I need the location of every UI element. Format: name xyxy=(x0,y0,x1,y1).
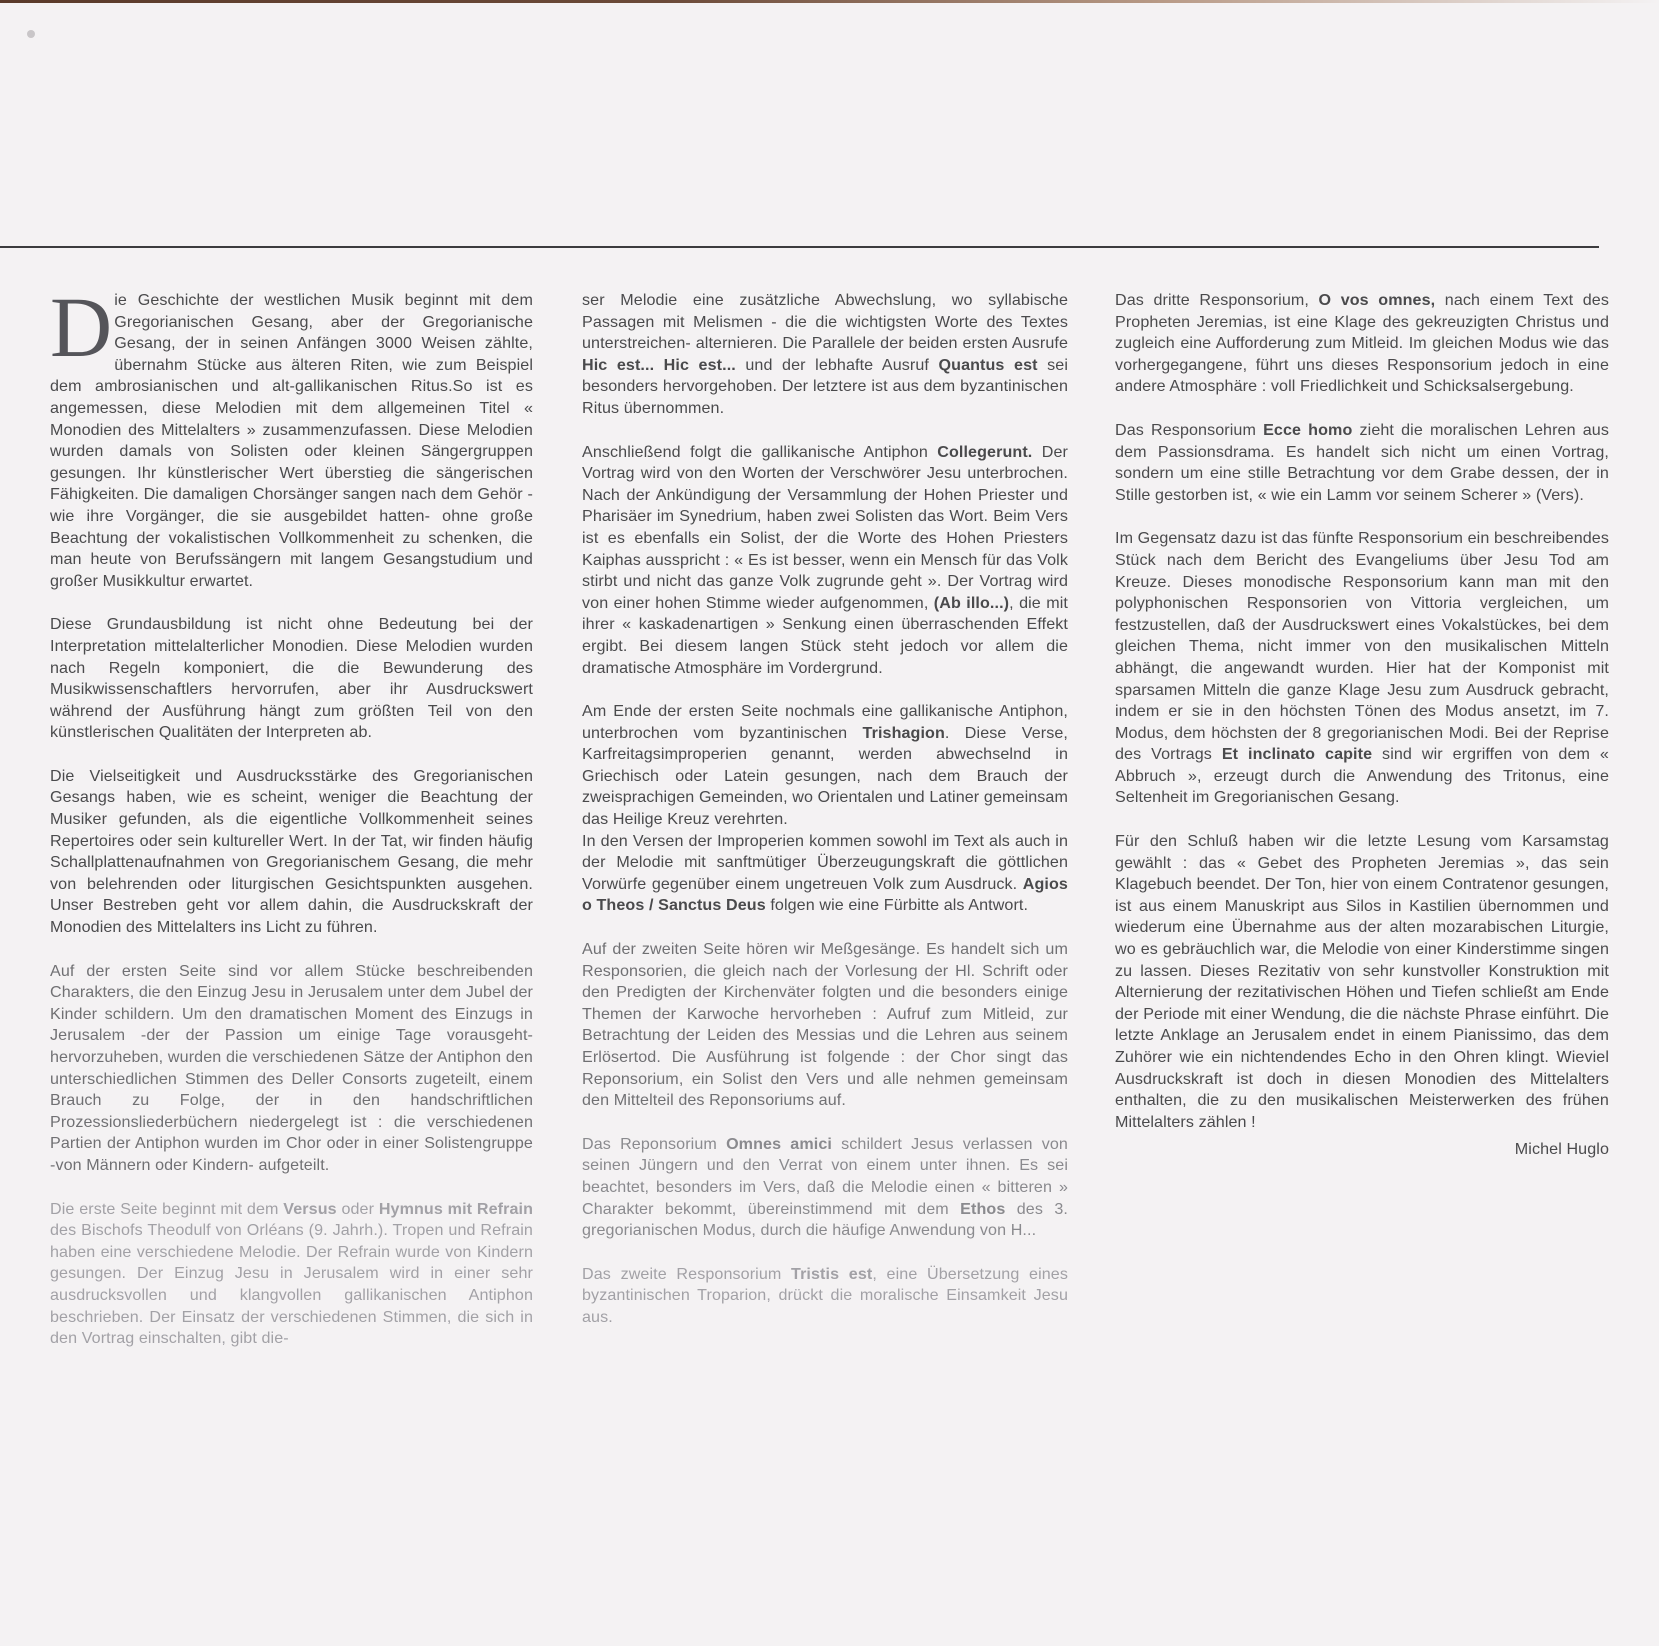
paragraph: Auf der zweiten Seite hören wir Meßgesänge. Es handelt sich um Responsorien, die gleich nach der Vorlesung der Hl. Schrift oder den Predigten der Kirchenväter folgten und die besonders einige Themen der Karwoche hervorheben : Aufruf zum Mitleid, zur Betrachtung der Leiden des Messias und die Lehren aus seinem Erlösertod. Die Ausführung ist folgende : der Chor singt das Reponsorium, ein Solist den Vers und alle nehmen gemeinsam den Mittelteil des Reponsoriums auf. xyxy=(582,940,1068,1110)
text-run: zieht die moralischen Lehren aus dem Passionsdrama. Es handelt sich nicht um einen Vortrag, sondern um eine stille Betrachtung vor dem Grabe dessen, der in Stille gestorben ist, « wie ein Lamm vor seinem Scherer » (Vers). xyxy=(1115,420,1609,504)
text-run: , eine Übersetzung eines byzantinischen Troparion, drückt die moralische Einsamkeit Jesu aus. xyxy=(582,1264,1068,1326)
paragraph xyxy=(50,279,533,592)
text-column-2 xyxy=(582,290,1068,1351)
text-run: und der lebhafte Ausruf xyxy=(735,355,939,374)
text-column-3 xyxy=(1115,290,1609,1161)
bold-title: Trishagion xyxy=(862,723,945,742)
bold-title: Collegerunt. xyxy=(937,442,1033,461)
bold-title: Omnes amici xyxy=(726,1134,832,1153)
text-run: Die erste Seite beginnt mit dem xyxy=(50,1199,284,1218)
text-run: sind wir ergriffen von dem « Abbruch », erzeugt durch die Anwendung des Tritonus, eine Seltenheit im Gregorianischen Gesang. xyxy=(1115,745,1609,807)
bold-title: Ethos xyxy=(960,1199,1006,1218)
text-run: In den Versen der Improperien kommen sowohl im Text als auch in der Melodie mit sanftmütiger Überzeugungskraft die göttlichen Vorwürfe gegenüber einem ungetreuen Volk zum Ausdruck. xyxy=(582,831,1068,893)
text-run: des 3. gregorianischen Modus, durch die häufige Anwendung von H... xyxy=(582,1199,1068,1240)
paragraph xyxy=(1115,528,1609,809)
bold-title: Ecce homo xyxy=(1263,420,1353,439)
paragraph xyxy=(582,1134,1068,1242)
bold-title: O vos omnes, xyxy=(1318,291,1436,309)
paragraph xyxy=(582,701,1068,917)
text-run: Anschließend folgt die gallikanische Antiphon xyxy=(582,442,938,461)
text-column-1 xyxy=(50,279,533,1372)
paragraph xyxy=(582,442,1068,680)
text-run: folgen wie eine Fürbitte als Antwort. xyxy=(765,896,1029,915)
paragraph xyxy=(582,290,1068,420)
paragraph: Auf der ersten Seite sind vor allem Stücke beschreibenden Charakters, die den Einzug Jesu in Jerusalem unter dem Jubel der Kinder schildern. Um den dramatischen Moment des Einzugs in Jerusalem -der der Passion um einige Tage vorausgeht- hervorzuheben, wurden die verschiedenen Sätze der Antiphon den unterschiedlichen Stimmen des Deller Consorts zugeteilt, einem Brauch zu Folge, der in den handschriftlichen Prozessionsliederbüchern niedergelegt ist : die verschiedenen Partien der Antiphon wurden im Chor oder in einer Solistengruppe -von Männern oder Kindern- aufgeteilt. xyxy=(50,961,533,1174)
horizontal-rule xyxy=(0,246,1599,248)
bold-title: Versus xyxy=(283,1199,337,1218)
bold-title: (Ab illo...) xyxy=(933,593,1010,612)
text-run: oder xyxy=(336,1199,379,1218)
paragraph-text: ie Geschichte der westlichen Musik beginnt mit dem Gregorianischen Gesang, aber der Gregorianische Gesang, der in seinen Anfängen 3000 Weisen zählte, übernahm Stücke aus älteren Riten, wie zum Beispiel dem ambrosianischen und alt-gallikanischen Ritus.So ist es angemessen, diese Melodien mit dem allgemeinen Titel « Monodien des Mittelalters » zusammenzufassen. Diese Melodien wurden damals von Solisten oder kleinen Sängergruppen gesungen. Ihr künstlerischer Wert überstieg die sängerischen Fähigkeiten. Die damaligen Chorsänger sangen nach dem Gehör -wie ihre Vorgänger, die sie ausgebildet hatten- ohne große Beachtung der vokalistischen Vollkommenheit zu schenken, die man heute von Berufssängern mit langem Gesangstudium und großer Musikkultur erwartet. xyxy=(50,291,533,590)
drop-cap: D xyxy=(50,279,113,375)
bold-title: Quantus est xyxy=(938,355,1038,374)
text-run: sei besonders hervorgehoben. Der letztere ist aus dem byzantinischen Ritus übernommen. xyxy=(582,355,1068,417)
text-run: des Bischofs Theodulf von Orléans (9. Jahrh.). Tropen und Refrain haben eine verschiedene Melodie. Der Refrain wurde von Kindern gesungen. Der Einzug Jesu in Jerusalem wird in einer sehr ausdrucksvollen und klangvollen gallikanischen Antiphon beschrieben. Der Einsatz der verschiedenen Stimmen, die sich in den Vortrag einschalten, gibt die- xyxy=(50,1221,533,1348)
text-run: ser Melodie eine zusätzliche Abwechslung, wo syllabische Passagen mit Melismen - die die wichtigsten Worte des Textes unterstreichen- alternieren. Die Parallele der beiden ersten Ausrufe xyxy=(582,291,1068,353)
text-run: Der Vortrag wird von den Worten der Verschwörer Jesu unterbrochen. Nach der Ankündigung der Versammlung der Hohen Priester und Pharisäer im Synedrium, haben zwei Solisten das Wort. Beim Vers ist es ebenfalls ein Solist, der die Worte des Hohen Priesters Kaiphas ausspricht : « Es ist besser, wenn ein Mensch für das Volk stirbt und nicht das ganze Volk zugrunde geht ». Der Vortrag wird von einer hohen Stimme wieder aufgenommen, xyxy=(582,442,1068,612)
text-run: Das Reponsorium xyxy=(582,1134,727,1153)
paragraph xyxy=(50,1199,533,1350)
text-run: Das Responsorium xyxy=(1115,420,1264,439)
paragraph xyxy=(582,1264,1068,1329)
paragraph: Die Vielseitigkeit und Ausdrucksstärke des Gregorianischen Gesangs haben, wie es scheint, weniger die Beachtung der Musiker gefunden, als die eigentliche Vollkommenheit seines Repertoires oder sein kultureller Wert. In der Tat, wir finden häufig Schallplattenaufnahmen von Gregorianischem Gesang, die mehr von belehrenden oder liturgischen Gesichtspunkten ausgehen. Unser Bestreben geht vor allem dahin, die Ausdruckskraft der Monodien des Mittelalters ins Licht zu führen. xyxy=(50,766,533,937)
bold-title: Tristis est xyxy=(791,1264,873,1283)
text-run: schildert Jesus verlassen von seinen Jüngern und den Verrat von einem unter ihnen. Es sei beachtet, besonders im Vers, daß die Melodie einen « bitteren » Charakter bekommt, übereinstimmend mit dem xyxy=(582,1134,1068,1218)
sleeve-top-edge xyxy=(0,0,1659,3)
bold-title: Hic est... Hic est... xyxy=(582,355,736,374)
bold-title: Hymnus mit Refrain xyxy=(378,1199,533,1218)
text-run: , die mit ihrer « kaskadenartigen » Senkung einen überraschenden Effekt ergibt. Bei diesem langen Stück steht jedoch vor allem die dramatische Atmosphäre im Vordergrund. xyxy=(582,593,1068,677)
text-run: Im Gegensatz dazu ist das fünfte Responsorium ein beschreibendes Stück nach dem Bericht des Evangeliums über Jesu Tod am Kreuze. Dieses monodische Responsorium kann man mit den polyphonischen Responsorien von Vittoria vergleichen, um festzustellen, daß der Ausdruckswert eines Vokalstückes, bei dem gleichen Thema, nicht immer von den musikalischen Mitteln abhängt, die angewandt wurden. Hier hat der Komponist mit sparsamen Mitteln die ganze Klage Jesu zum Ausdruck gebracht, indem er sie in den höchsten Tönen des Modus ansetzt, im 7. Modus, dem höchsten der 8 gregorianischen Modi. Bei der Reprise des Vortrags xyxy=(1115,529,1609,764)
paragraph xyxy=(1115,290,1609,398)
text-run: Am Ende der ersten Seite nochmals eine gallikanische Antiphon, unterbrochen vom byzantinischen xyxy=(582,702,1068,742)
text-run: Das dritte Responsorium, xyxy=(1115,291,1319,309)
bold-title: Et inclinato capite xyxy=(1221,745,1373,764)
text-run: . Diese Verse, Karfreitagsimproperien genannt, werden abwechselnd in Griechisch oder Latein gesungen, nach dem Brauch der zweisprachigen Gemeinden, wo Orientalen und Latiner gemeinsam das Heilige Kreuz verehrten. xyxy=(582,723,1068,829)
corner-speck xyxy=(27,30,35,38)
paragraph: Für den Schluß haben wir die letzte Lesung vom Karsamstag gewählt : das « Gebet des Propheten Jeremias », das sein Klagebuch beendet. Der Ton, hier von einem Contratenor gesungen, ist aus einem Manuskript aus Silos in Kastilien übernommen und wiederum eine Übernahme aus der alten mozarabischen Liturgie, wo es gebräuchlich war, die Melodie von einer Kinderstimme singen zu lassen. Dieses Rezitativ von sehr kunstvoller Konstruktion mit Alternierung der rezitativischen Höhen und Tiefen schließt am Ende der Periode mit einer Wendung, die die nächste Phrase einführt. Die letzte Anklage an Jerusalem endet in einem Pianissimo, das dem Zuhörer wie ein nichtendendes Echo in den Ohren klingt. Wieviel Ausdruckskraft ist doch in diesen Monodien des Mittelalters enthalten, die zu den musikalischen Meisterwerken des frühen Mittelalters zählen ! xyxy=(1115,832,1609,1131)
text-run: nach einem Text des Propheten Jeremias, ist eine Klage des gekreuzigten Christus und zugleich eine Aufforderung zum Mitleid. Im gleichen Modus wie das vorhergegangene, führt uns dieses Responsorium jedoch in eine andere Atmosphäre : voll Friedlichkeit und Schicksalsergebung. xyxy=(1115,291,1609,396)
author-signature: Michel Huglo xyxy=(1514,1140,1609,1159)
text-run: Das zweite Responsorium xyxy=(582,1264,792,1283)
bold-title: Agios o Theos / Sanctus Deus xyxy=(582,874,1068,915)
paragraph xyxy=(1115,420,1609,506)
paragraph: Diese Grundausbildung ist nicht ohne Bedeutung bei der Interpretation mittelalterlicher Monodien. Diese Melodien wurden nach Regeln komponiert, die die Bewunderung des Musikwissenschaftlers hervorrufen, aber ihr Ausdruckswert während der Ausführung hängt zum größten Teil von den künstlerischen Qualitäten der Interpreten ab. xyxy=(50,615,533,742)
